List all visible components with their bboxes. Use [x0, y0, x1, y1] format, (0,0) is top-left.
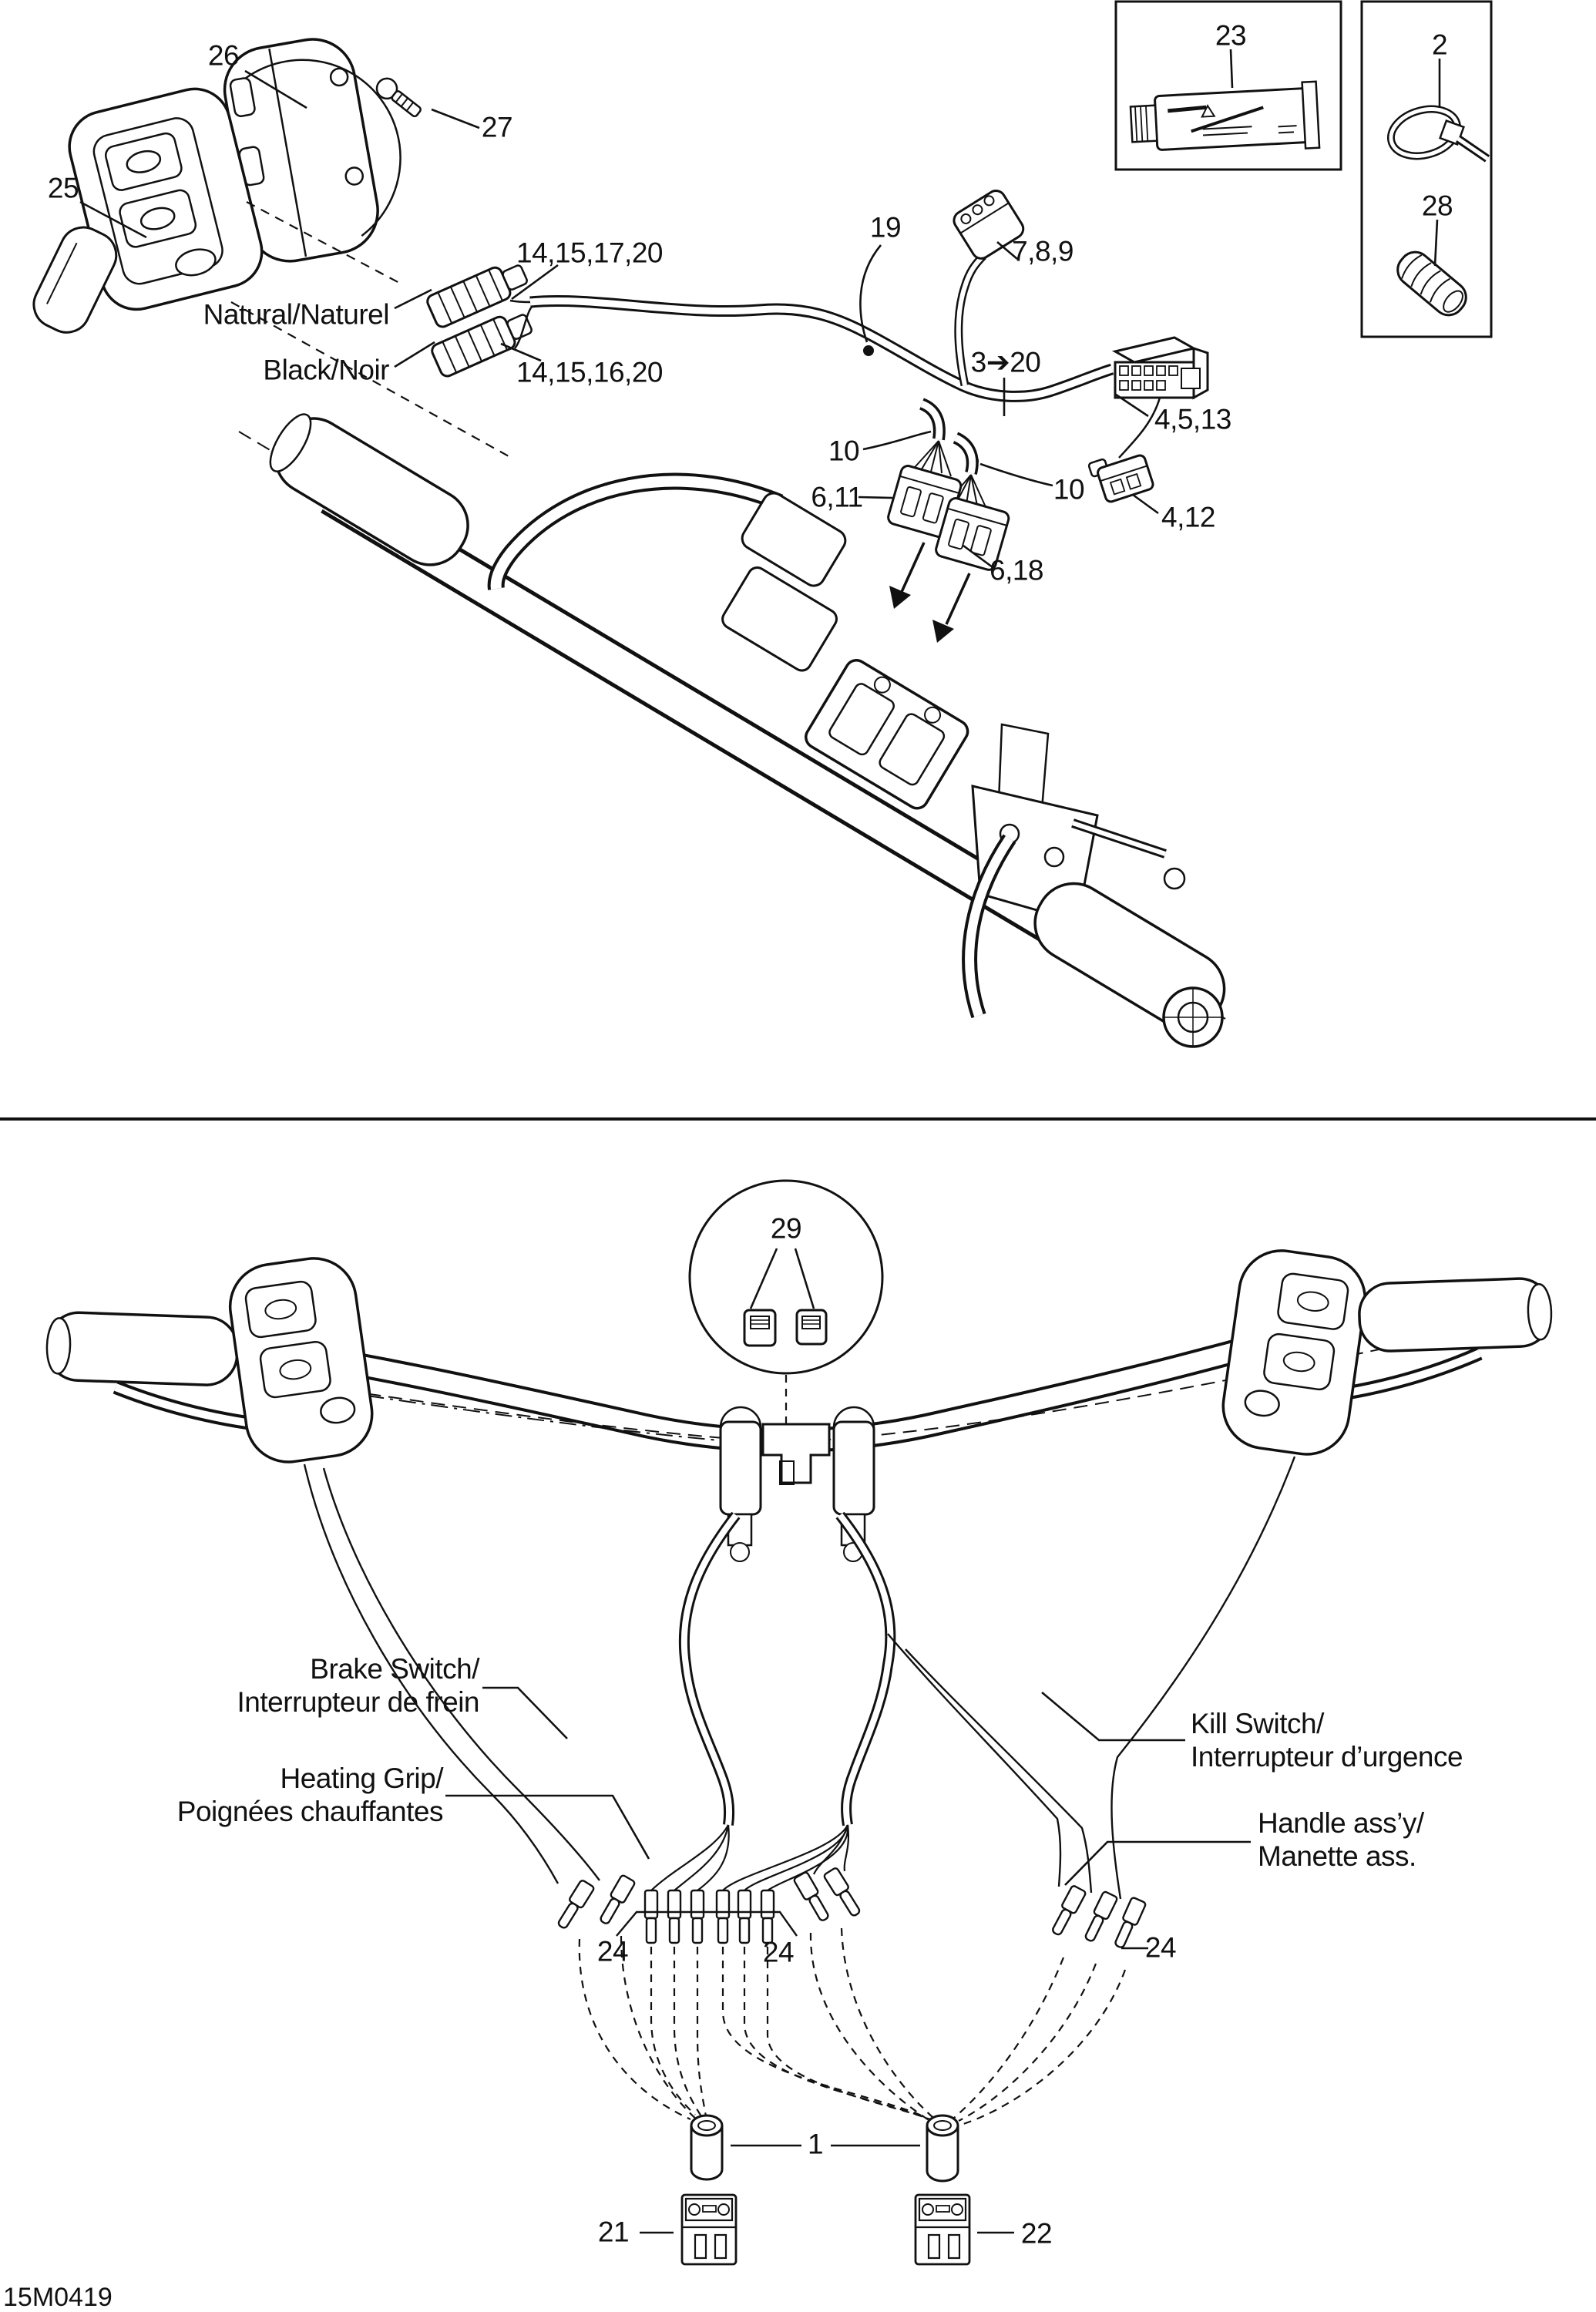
callout-text: 24 — [762, 1936, 795, 1968]
callout-3-20 — [971, 346, 1041, 379]
callout-7-8-9 — [1012, 235, 1074, 268]
callout-6-11 — [811, 481, 862, 514]
callout-25 — [48, 172, 79, 205]
callout-text: Heating Grip/ — [280, 1763, 443, 1794]
callout-text: Handle ass’y/ — [1258, 1807, 1424, 1839]
callout-text: Interrupteur d’urgence — [1191, 1741, 1463, 1773]
callout-4-12 — [1161, 501, 1215, 534]
callout-1 — [808, 2128, 823, 2161]
callout-wire-natural — [203, 298, 389, 331]
callout-kill-switch — [1191, 1707, 1463, 1773]
callout-10-left — [828, 435, 859, 468]
callout-22 — [1021, 2217, 1052, 2250]
callout-text: 4,12 — [1161, 501, 1216, 533]
callout-wire-black — [263, 354, 389, 387]
callout-10-right — [1053, 473, 1084, 506]
callout-24-mid — [763, 1936, 794, 1969]
callout-text: Manette ass. — [1258, 1840, 1416, 1872]
callout-text: 22 — [1020, 2217, 1053, 2250]
callout-text: Kill Switch/ — [1191, 1708, 1324, 1739]
callout-text: 23 — [1215, 19, 1247, 52]
drawing-number: 15M0419 — [3, 2283, 113, 2312]
callout-23 — [1215, 19, 1246, 52]
callout-19 — [870, 211, 901, 244]
callout-27 — [482, 111, 512, 144]
callout-text: 1 — [807, 2128, 824, 2160]
callout-text: Poignées chauffantes — [176, 1796, 443, 1827]
callout-text: 26 — [207, 39, 240, 72]
callout-24-left — [597, 1935, 628, 1968]
callout-handle-assy — [1258, 1806, 1424, 1873]
callout-heating-grip — [177, 1762, 443, 1828]
callout-text: 29 — [770, 1212, 802, 1245]
callout-2 — [1432, 29, 1447, 62]
callout-text: 6,11 — [811, 481, 863, 513]
callout-text: 27 — [481, 111, 513, 143]
callout-text: Black/Noir — [263, 354, 389, 386]
callout-text: 14,15,16,20 — [516, 356, 663, 388]
callout-text: 4,5,13 — [1154, 403, 1231, 435]
callout-text: Interrupteur de frein — [237, 1686, 479, 1718]
callout-text: 14,15,17,20 — [516, 237, 663, 269]
callout-6-18 — [990, 554, 1043, 587]
callout-text: 10 — [1053, 473, 1085, 506]
callout-text: Natural/Naturel — [203, 298, 389, 331]
callout-14-15-16-20 — [516, 356, 663, 389]
callout-text: 7,8,9 — [1012, 235, 1074, 267]
callout-21 — [598, 2216, 629, 2249]
callout-brake-switch — [237, 1652, 479, 1719]
callout-text: 19 — [869, 211, 902, 244]
callout-text: 21 — [597, 2216, 630, 2248]
callout-text: 3➔20 — [970, 346, 1041, 378]
callout-28 — [1422, 190, 1453, 223]
callout-24-right — [1145, 1931, 1176, 1964]
callout-29 — [771, 1212, 801, 1245]
callout-text: Brake Switch/ — [310, 1653, 479, 1685]
callout-text: 10 — [828, 435, 860, 467]
callout-26 — [208, 39, 239, 72]
callout-text: 24 — [1144, 1931, 1177, 1964]
callout-text: 25 — [47, 172, 79, 204]
callout-14-15-17-20 — [516, 237, 663, 270]
callout-text: 2 — [1431, 29, 1448, 61]
callout-text: 24 — [596, 1935, 629, 1968]
callout-text: 6,18 — [989, 554, 1044, 586]
callout-text: 28 — [1421, 190, 1453, 222]
callout-4-5-13 — [1154, 403, 1231, 436]
